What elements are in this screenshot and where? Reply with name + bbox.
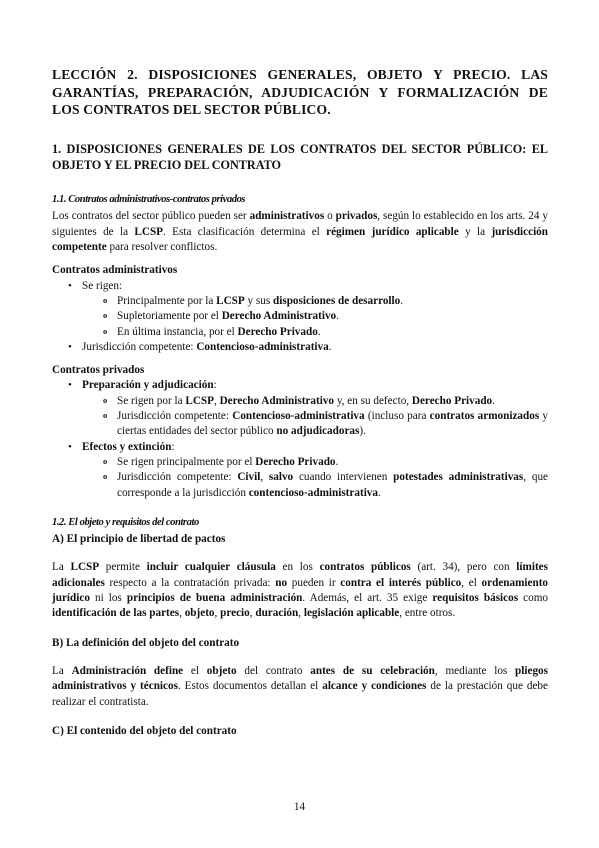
sublist-item: [52, 470, 548, 501]
text-run: Jurisdicción competente:: [117, 471, 238, 484]
text-run: ,: [179, 607, 185, 620]
text-run: y la: [458, 225, 492, 238]
bold-text: régimen jurídico aplicable: [326, 225, 459, 238]
sublist-item: [52, 409, 548, 440]
text-run: , entre otros.: [399, 607, 456, 620]
bold-text: límites adicionales: [52, 561, 548, 589]
sublist-item: [52, 455, 548, 470]
bold-text: Derecho Privado: [237, 325, 318, 338]
bold-text: precio: [220, 607, 250, 620]
text-run: el: [183, 664, 207, 677]
text-run: , según lo establecido en los arts. 24 y siguientes de la: [52, 210, 548, 238]
sublist-item: [52, 294, 548, 309]
text-run: pueden ir: [287, 576, 341, 589]
part-a-heading: A) El principio de libertad de pactos: [52, 533, 226, 546]
bold-text: objeto: [206, 664, 237, 677]
bold-text: Administración define: [71, 664, 184, 677]
bold-text: contencioso-administrativa: [248, 486, 378, 499]
text-run: Jurisdicción competente:: [117, 410, 233, 423]
bold-text: administrativos: [249, 210, 325, 223]
sublist-item-text: [117, 470, 548, 501]
text-run: para resolver conflictos.: [106, 241, 218, 254]
bold-text: LCSP: [70, 561, 100, 574]
list-item: [52, 440, 548, 501]
bold-text: no: [275, 576, 288, 589]
bold-text: contra el interés público: [340, 576, 462, 589]
text-run: Se rigen principalmente por el: [117, 455, 256, 468]
bold-text: Preparación y adjudicación: [82, 379, 214, 392]
sublist: [52, 455, 548, 501]
text-run: ,: [213, 394, 220, 407]
text-run: ,: [260, 471, 269, 484]
list-item-text: [82, 440, 548, 455]
text-run: .: [378, 486, 381, 499]
sublist-item: [52, 394, 548, 409]
bold-text: no adjudicadoras: [276, 425, 360, 438]
text-run: como: [518, 592, 549, 605]
text-run: , mediante los: [434, 664, 516, 677]
bold-text: requisitos básicos: [432, 592, 519, 605]
part-b-heading: B) La definición del objeto del contrato: [52, 636, 240, 649]
text-run: .: [328, 340, 332, 353]
list-item-text: [82, 340, 548, 355]
bold-text: alcance y condiciones: [322, 680, 427, 693]
lesson-title: LECCIÓN 2. DISPOSICIONES GENERALES, OBJETO Y PRECIO. LAS GARANTÍAS, PREPARACIÓN, ADJUDICACIÓN Y FORMALIZACIÓN DE LOS CONTRATOS DEL SECTOR PÚBLICO.: [52, 67, 548, 118]
bold-text: LCSP: [134, 225, 164, 238]
text-run: (incluso para: [364, 410, 430, 423]
text-run: (art. 34), pero con: [410, 561, 517, 574]
text-run: .: [336, 310, 339, 323]
part-c-heading: C) El contenido del objeto del contrato: [52, 724, 237, 737]
text-run: y sus: [244, 294, 274, 307]
text-run: , que corresponde a la jurisdicción: [117, 471, 549, 499]
text-run: La: [52, 561, 71, 574]
bold-text: potestades administrativas: [393, 471, 524, 484]
text-run: , el: [461, 576, 482, 589]
bold-text: disposiciones de desarrollo: [273, 294, 401, 307]
list-item-text: [82, 279, 548, 294]
text-run: .: [335, 455, 339, 468]
subsection-title-1-1: 1.1. Contratos administrativos-contratos privados: [52, 194, 246, 206]
text-run: o: [324, 210, 336, 223]
bold-text: contratos armonizados: [429, 410, 540, 423]
private-contracts-heading: Contratos privados: [52, 364, 145, 377]
text-run: .: [400, 294, 404, 307]
admin-contracts-heading: Contratos administrativos: [52, 264, 178, 277]
text-run: . Estos documentos detallan el: [177, 680, 323, 693]
text-run: Supletoriamente por el: [117, 310, 222, 323]
part-b-paragraph: [52, 664, 548, 710]
bold-text: contratos públicos: [319, 561, 411, 574]
bold-text: Derecho Privado: [255, 455, 336, 468]
sublist-item-text: [117, 325, 548, 340]
sublist-item-text: [117, 394, 548, 409]
text-run: permite: [99, 561, 147, 574]
text-run: ).: [359, 425, 366, 438]
text-run: ,: [298, 607, 304, 620]
intro-paragraph: [52, 209, 548, 255]
admin-contracts-list: [52, 279, 548, 355]
text-run: :: [171, 440, 175, 453]
bold-text: LCSP: [185, 394, 214, 407]
section-title: 1. DISPOSICIONES GENERALES DE LOS CONTRATOS DEL SECTOR PÚBLICO: EL OBJETO Y EL PRECIO DEL CONTRATO: [52, 141, 548, 172]
subsection-title-1-2: 1.2. El objeto y requisitos del contrato: [52, 516, 199, 528]
bold-text: Derecho Administrativo: [221, 310, 337, 323]
list-item-text: [82, 378, 548, 393]
text-run: Jurisdicción competente:: [82, 340, 197, 353]
bold-text: Civil: [237, 471, 261, 484]
text-run: .: [492, 394, 495, 407]
bold-text: identificación de las partes: [52, 607, 180, 620]
bold-text: privados: [335, 210, 378, 223]
part-a-paragraph: [52, 560, 548, 621]
sublist-item: [52, 325, 548, 340]
text-run: ,: [214, 607, 221, 620]
text-run: Los contratos del sector público pueden ser: [52, 210, 250, 223]
sublist-item-text: [117, 409, 548, 440]
text-run: Principalmente por la: [117, 294, 217, 307]
sublist: [52, 394, 548, 440]
bold-text: legislación aplicable: [303, 607, 400, 620]
text-run: cuando intervienen: [293, 471, 394, 484]
text-run: .: [317, 325, 321, 338]
bold-text: objeto: [184, 607, 215, 620]
text-run: :: [213, 379, 217, 392]
text-run: . Esta clasificación determina el: [163, 225, 327, 238]
text-run: En última instancia, por el: [117, 325, 238, 338]
private-contracts-list: [52, 378, 548, 500]
sublist-item-text: [117, 294, 548, 309]
bold-text: jurisdicción competente: [52, 225, 548, 254]
text-run: Se rigen por la: [117, 394, 186, 407]
bold-text: Derecho Privado: [411, 394, 493, 407]
bold-text: Contencioso-administrativa: [196, 340, 329, 353]
bold-text: salvo: [268, 471, 294, 484]
list-item: [52, 378, 548, 439]
document-page: [52, 66, 548, 739]
list-item: [52, 279, 548, 340]
page-number: 14: [293, 801, 306, 813]
bold-text: Efectos y extinción: [82, 440, 172, 453]
text-run: ni los: [89, 592, 127, 605]
text-run: respecto a la contratación privada:: [104, 576, 276, 589]
bold-text: Contencioso-administrativa: [232, 410, 365, 423]
list-item: [52, 340, 548, 355]
bold-text: incluir cualquier cláusula: [146, 561, 276, 574]
text-run: de la prestación que debe realizar el contratista.: [52, 680, 548, 708]
sublist: [52, 294, 548, 340]
sublist-item-text: [117, 309, 548, 324]
bold-text: principios de buena administración: [126, 592, 303, 605]
text-run: y ciertas entidades del sector público: [117, 410, 549, 438]
bold-text: Derecho Administrativo: [219, 394, 335, 407]
text-run: ,: [249, 607, 256, 620]
text-run: Se rigen:: [82, 279, 123, 292]
bold-text: LCSP: [216, 294, 245, 307]
sublist-item: [52, 309, 548, 324]
bold-text: duración: [255, 607, 299, 620]
text-run: del contrato: [236, 664, 311, 677]
text-run: . Además, el art. 35 exige: [302, 592, 433, 605]
text-run: La: [52, 664, 72, 677]
text-run: en los: [275, 561, 320, 574]
bold-text: ordenamiento jurídico: [52, 576, 549, 605]
bold-text: antes de su celebración: [310, 664, 435, 677]
text-run: y, en su defecto,: [334, 394, 412, 407]
sublist-item-text: [117, 455, 548, 470]
bold-text: pliegos administrativos y técnicos: [52, 664, 548, 693]
